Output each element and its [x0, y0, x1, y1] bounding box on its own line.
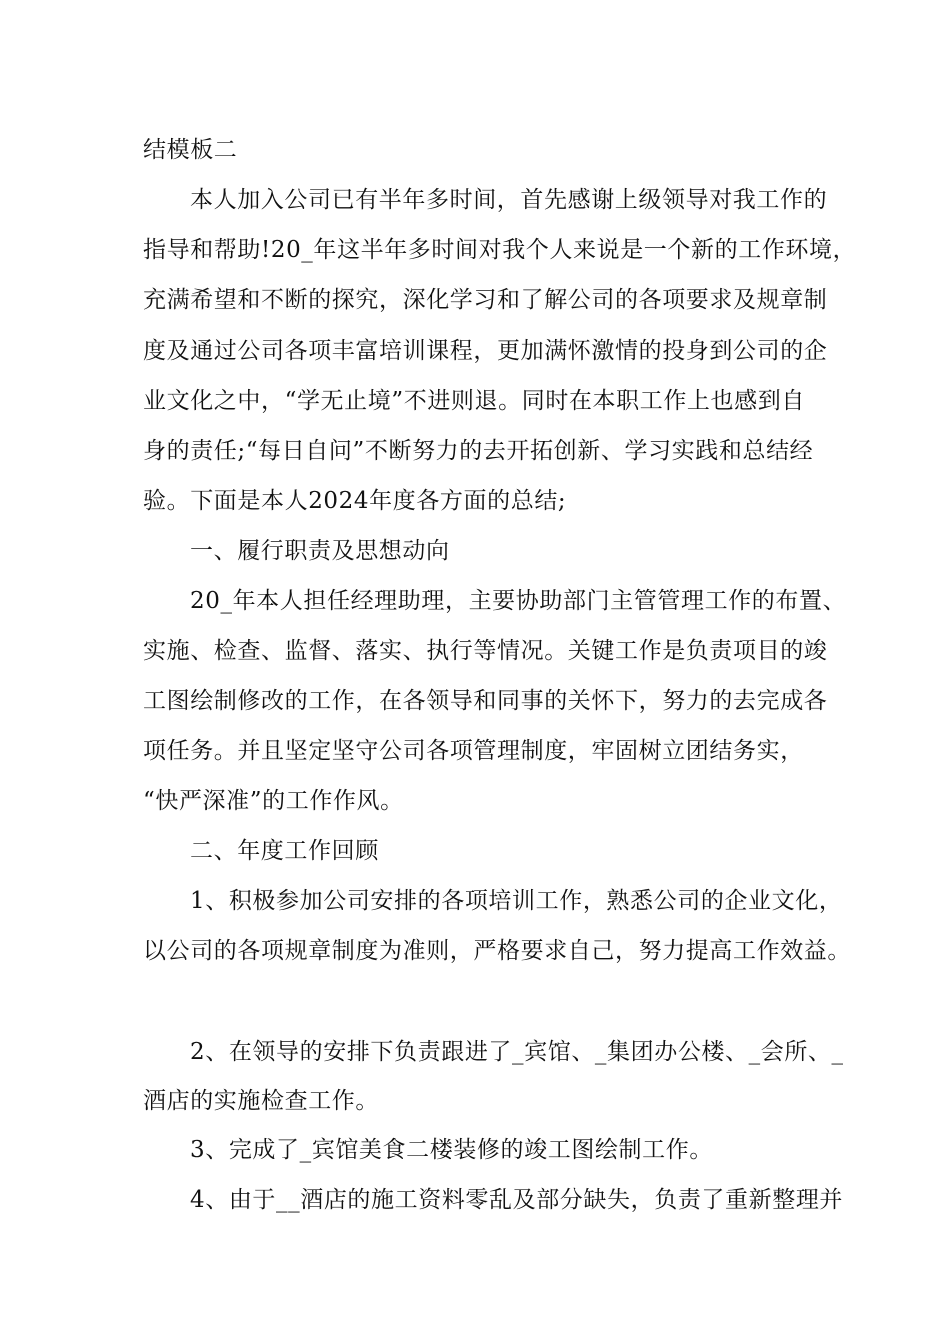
- item-1-line: 1、积极参加公司安排的各项培训工作，熟悉公司的企业文化，: [190, 888, 843, 914]
- intro-line: 度及通过公司各项丰富培训课程，更加满怀激情的投身到公司的企: [143, 338, 828, 364]
- section-1-line: 20_年本人担任经理助理，主要协助部门主管管理工作的布置、: [190, 588, 847, 614]
- section-1-title: 一、履行职责及思想动向: [190, 538, 450, 564]
- section-1-line: “快严深准”的工作作风。: [143, 788, 404, 814]
- intro-line: 充满希望和不断的探究，深化学习和了解公司的各项要求及规章制: [143, 287, 828, 313]
- item-4-line: 4、由于__酒店的施工资料零乱及部分缺失，负责了重新整理并: [190, 1187, 844, 1213]
- intro-line: 本人加入公司已有半年多时间，首先感谢上级领导对我工作的: [190, 187, 828, 213]
- intro-line: 指导和帮助!20_年这半年多时间对我个人来说是一个新的工作环境，: [143, 237, 857, 263]
- section-1-line: 项任务。并且坚定坚守公司各项管理制度，牢固树立团结务实，: [143, 738, 804, 764]
- intro-line: 身的责任;“每日自问”不断努力的去开拓创新、学习实践和总结经: [143, 438, 814, 464]
- section-2-title: 二、年度工作回顾: [190, 838, 379, 864]
- section-1-line: 工图绘制修改的工作，在各领导和同事的关怀下，努力的去完成各: [143, 688, 828, 714]
- intro-line: 业文化之中，“学无止境”不进则退。同时在本职工作上也感到自: [143, 388, 805, 414]
- intro-line: 验。下面是本人2024年度各方面的总结;: [143, 488, 567, 514]
- item-1-line: 以公司的各项规章制度为准则，严格要求自己，努力提高工作效益。: [143, 938, 851, 964]
- section-1-line: 实施、检查、监督、落实、执行等情况。关键工作是负责项目的竣: [143, 638, 828, 664]
- heading-fragment: 结模板二: [143, 137, 238, 163]
- item-2-line: 2、在领导的安排下负责跟进了_宾馆、_集团办公楼、_会所、_: [190, 1039, 844, 1065]
- item-2-line: 酒店的实施检查工作。: [143, 1088, 379, 1114]
- item-3-line: 3、完成了_宾馆美食二楼装修的竣工图绘制工作。: [190, 1137, 713, 1163]
